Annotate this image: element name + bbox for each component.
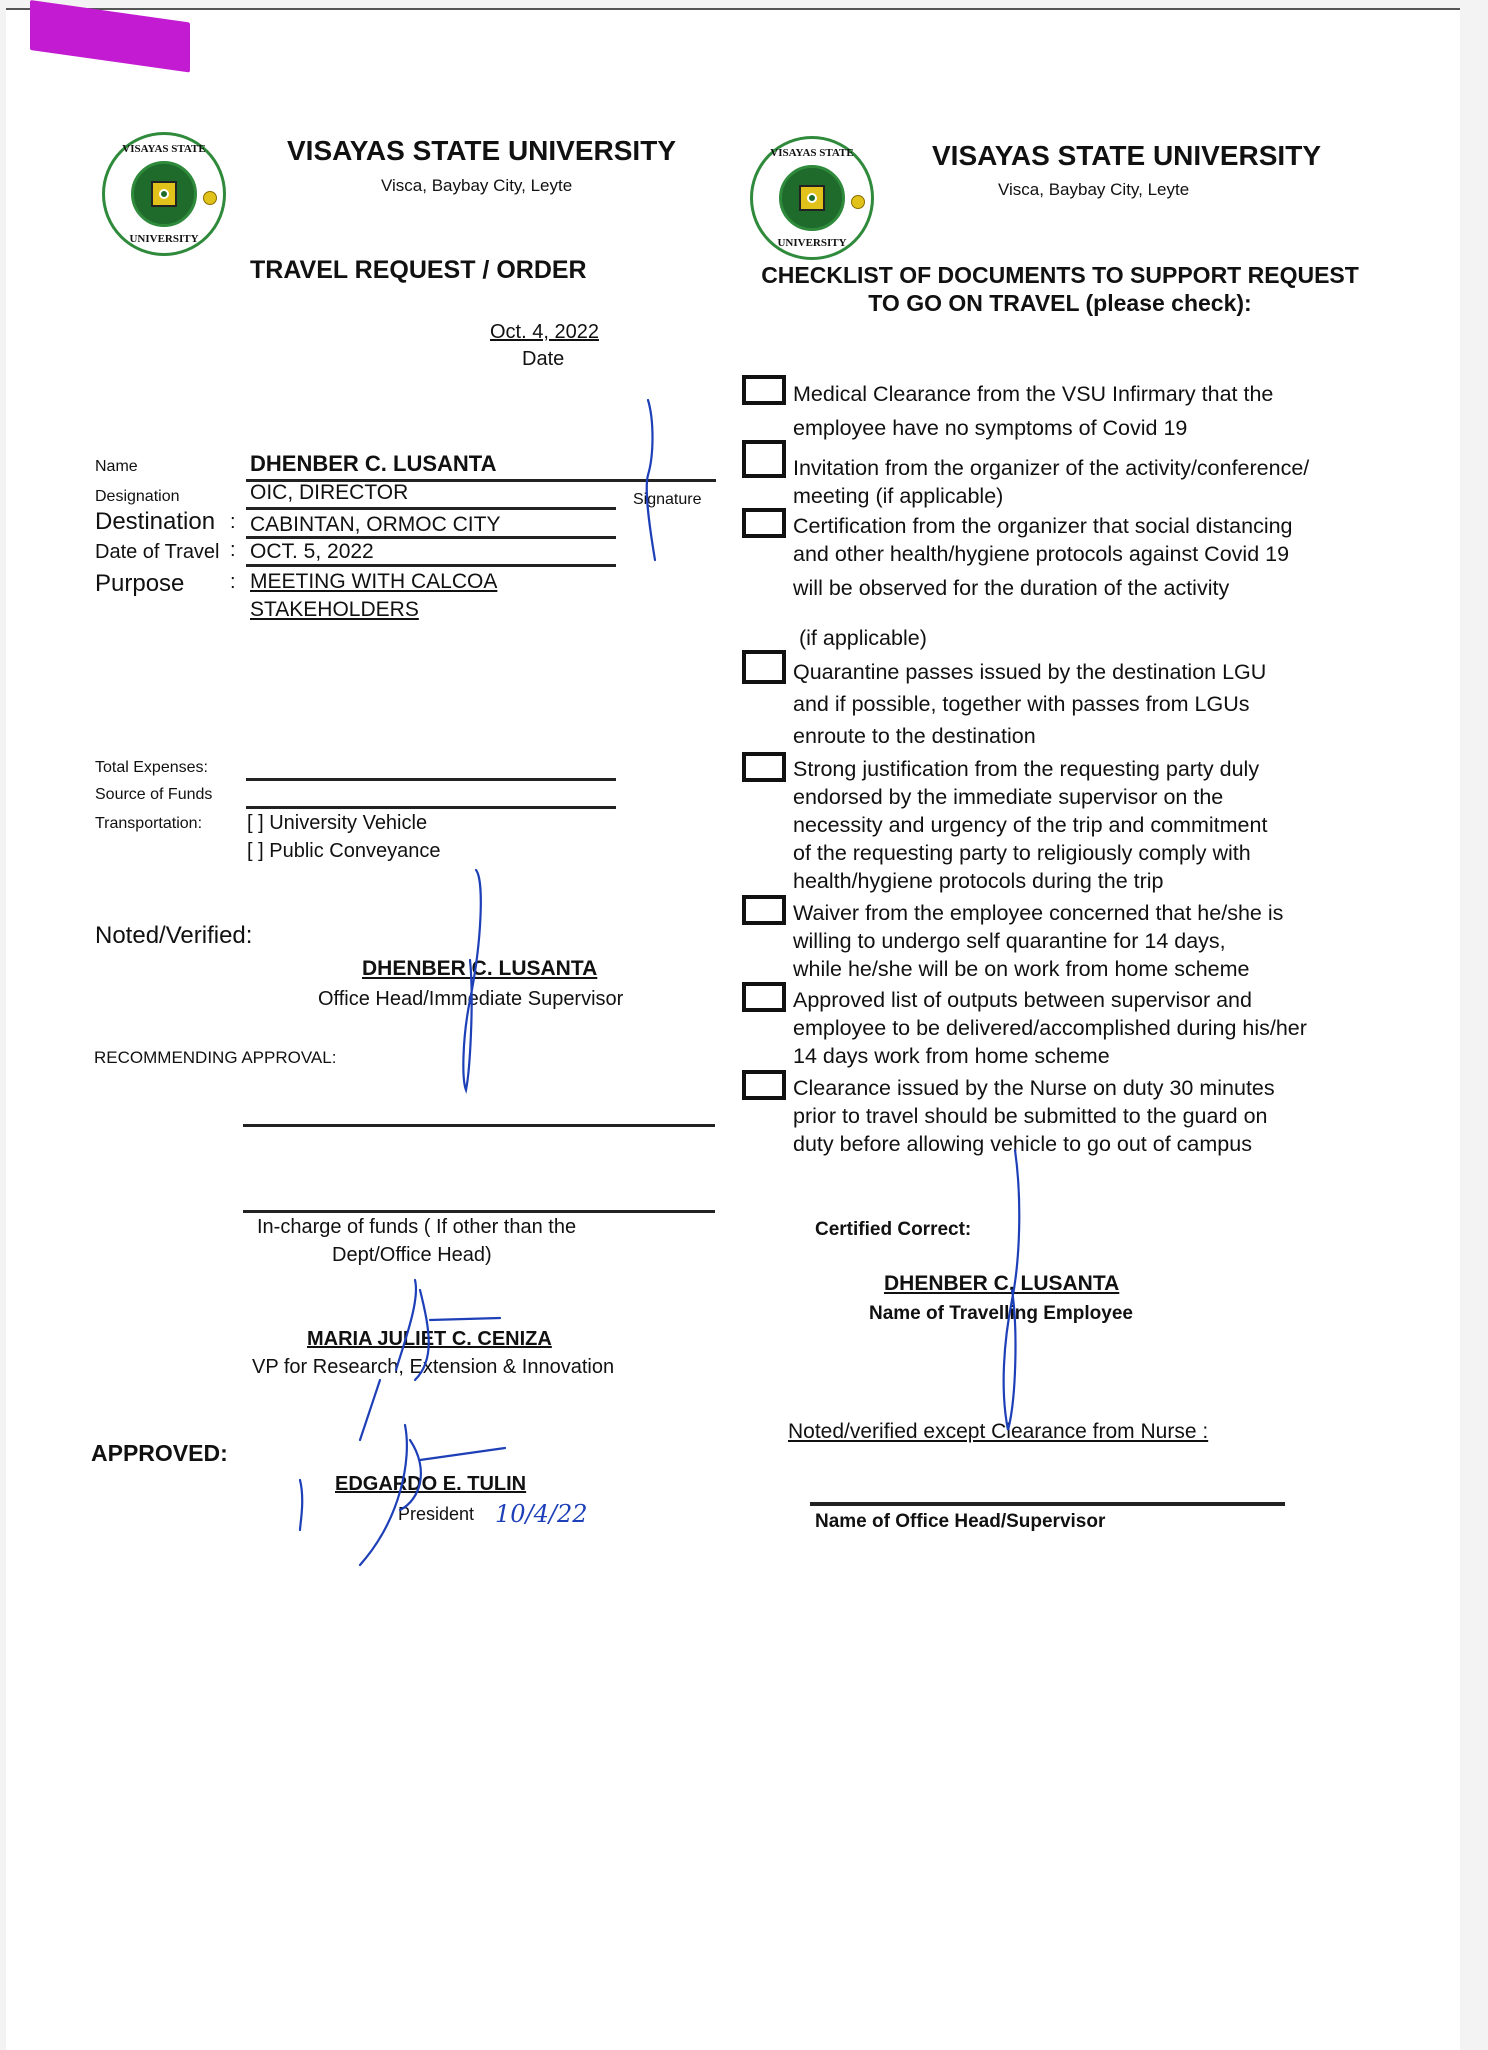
checkbox-medical-clearance[interactable] bbox=[742, 375, 786, 405]
source-of-funds-line bbox=[246, 806, 616, 809]
certified-correct-label: Certified Correct: bbox=[815, 1219, 972, 1240]
name-label: Name bbox=[95, 458, 138, 475]
recommending-approval-label: RECOMMENDING APPROVAL: bbox=[94, 1048, 337, 1067]
office-head-label: Name of Office Head/Supervisor bbox=[815, 1511, 1106, 1532]
name-value[interactable]: DHENBER C. LUSANTA bbox=[250, 451, 497, 476]
university-address-left: Visca, Baybay City, Leyte bbox=[381, 176, 573, 195]
date-of-travel-colon: : bbox=[230, 539, 236, 561]
checkbox-strong-justification[interactable] bbox=[742, 752, 786, 782]
recommending-name: MARIA JULIET C. CENIZA bbox=[307, 1328, 552, 1350]
checkbox-quarantine-passes[interactable] bbox=[742, 650, 786, 684]
checklist-title bbox=[740, 261, 1380, 317]
checkbox-certification[interactable] bbox=[742, 508, 786, 538]
transportation-label: Transportation: bbox=[95, 815, 203, 832]
travelling-employee-label: Name of Travelling Employee bbox=[869, 1303, 1133, 1324]
checklist-title-line2: TO GO ON TRAVEL (please check): bbox=[868, 290, 1252, 316]
university-seal-icon bbox=[102, 132, 226, 256]
checklist-item-approved-outputs: Approved list of outputs between supervisor and employee to be delivered/accomplished during his/her 14 days work from home scheme bbox=[793, 988, 1307, 1068]
university-address-right: Visca, Baybay City, Leyte bbox=[998, 180, 1190, 199]
transport-option-university-vehicle[interactable]: [ ] University Vehicle bbox=[247, 812, 428, 834]
designation-label: Designation bbox=[95, 488, 180, 505]
approved-title: President bbox=[398, 1504, 475, 1524]
purpose-value-line2[interactable]: STAKEHOLDERS bbox=[250, 598, 419, 621]
checklist-item-invitation: Invitation from the organizer of the activity/conference/ meeting (if applicable) bbox=[793, 456, 1310, 508]
checklist-item-certification: Certification from the organizer that social distancing and other health/hygiene protocols against Covid 19 will be observed for the duration of the activity (if applicable) bbox=[793, 514, 1293, 650]
certified-correct-name: DHENBER C. LUSANTA bbox=[884, 1272, 1120, 1295]
designation-value[interactable]: OIC, DIRECTOR bbox=[250, 481, 409, 504]
checklist-item-waiver: Waiver from the employee concerned that he/she is willing to undergo self quarantine for 14 days, while he/she will be on work from home scheme bbox=[793, 901, 1284, 981]
date-of-travel-line bbox=[246, 564, 616, 567]
travel-request-title: TRAVEL REQUEST / ORDER bbox=[250, 256, 587, 284]
approved-label: APPROVED: bbox=[91, 1440, 228, 1466]
checklist-item-nurse-clearance: Clearance issued by the Nurse on duty 30 minutes prior to travel should be submitted to the guard on duty before allowing vehicle to go out of campus bbox=[793, 1076, 1275, 1156]
checklist-item-strong-justification: Strong justification from the requesting party duly endorsed by the immediate supervisor on the necessity and urgency of the trip and commitment of the requesting party to religiously comply with health/hygiene protocols during the trip bbox=[793, 757, 1268, 893]
checkbox-waiver[interactable] bbox=[742, 895, 786, 925]
transport-option-public-conveyance[interactable]: [ ] Public Conveyance bbox=[247, 840, 441, 862]
request-date-label: Date bbox=[522, 348, 565, 370]
seal-bottom-text: UNIVERSITY bbox=[129, 233, 199, 245]
recommending-title: VP for Research, Extension & Innovation bbox=[252, 1356, 615, 1378]
signature-label: Signature bbox=[633, 491, 702, 508]
noted-verified-label: Noted/Verified: bbox=[95, 922, 253, 949]
purpose-value-line1[interactable]: MEETING WITH CALCOA bbox=[250, 570, 498, 593]
in-charge-line2: Dept/Office Head) bbox=[332, 1244, 492, 1266]
recommending-line-1 bbox=[243, 1124, 715, 1127]
noted-verified-name: DHENBER C. LUSANTA bbox=[362, 957, 598, 980]
seal-top-text: VISAYAS STATE bbox=[122, 143, 206, 155]
noted-verified-title: Office Head/Immediate Supervisor bbox=[318, 988, 624, 1010]
university-name-left: VISAYAS STATE UNIVERSITY bbox=[287, 135, 676, 166]
date-of-travel-value[interactable]: OCT. 5, 2022 bbox=[250, 540, 374, 563]
checkbox-invitation[interactable] bbox=[742, 440, 786, 478]
purpose-colon: : bbox=[230, 571, 236, 593]
noted-except-nurse-label: Noted/verified except Clearance from Nurse : bbox=[788, 1420, 1209, 1443]
designation-line bbox=[246, 507, 616, 510]
source-of-funds-label: Source of Funds bbox=[95, 786, 213, 803]
checklist-title-line1: CHECKLIST OF DOCUMENTS TO SUPPORT REQUEST bbox=[761, 262, 1359, 288]
destination-value[interactable]: CABINTAN, ORMOC CITY bbox=[250, 513, 501, 536]
checklist-item-medical-clearance: Medical Clearance from the VSU Infirmary that the employee have no symptoms of Covid 19 bbox=[793, 382, 1274, 440]
date-of-travel-label: Date of Travel bbox=[95, 541, 220, 563]
recommending-line-2 bbox=[243, 1210, 715, 1213]
destination-label: Destination bbox=[95, 508, 216, 535]
total-expenses-line bbox=[246, 778, 616, 781]
seal-top-text: VISAYAS STATE bbox=[770, 147, 854, 159]
request-date-value: Oct. 4, 2022 bbox=[490, 321, 599, 343]
seal-bottom-text: UNIVERSITY bbox=[777, 237, 847, 249]
checklist-item-quarantine-passes: Quarantine passes issued by the destination LGU and if possible, together with passes from LGUs enroute to the destination bbox=[793, 660, 1267, 748]
checkbox-nurse-clearance[interactable] bbox=[742, 1070, 786, 1100]
purpose-label: Purpose bbox=[95, 570, 185, 597]
university-name-right: VISAYAS STATE UNIVERSITY bbox=[932, 140, 1321, 171]
destination-line bbox=[246, 536, 616, 539]
office-head-signature-line bbox=[810, 1502, 1285, 1506]
university-seal-icon-right bbox=[750, 136, 874, 260]
destination-colon: : bbox=[230, 511, 236, 533]
in-charge-line1: In-charge of funds ( If other than the bbox=[257, 1216, 577, 1238]
approved-name: EDGARDO E. TULIN bbox=[335, 1473, 527, 1495]
checkbox-approved-outputs[interactable] bbox=[742, 982, 786, 1012]
total-expenses-label: Total Expenses: bbox=[95, 759, 208, 776]
handwritten-approval-date: 10/4/22 bbox=[495, 1500, 588, 1528]
